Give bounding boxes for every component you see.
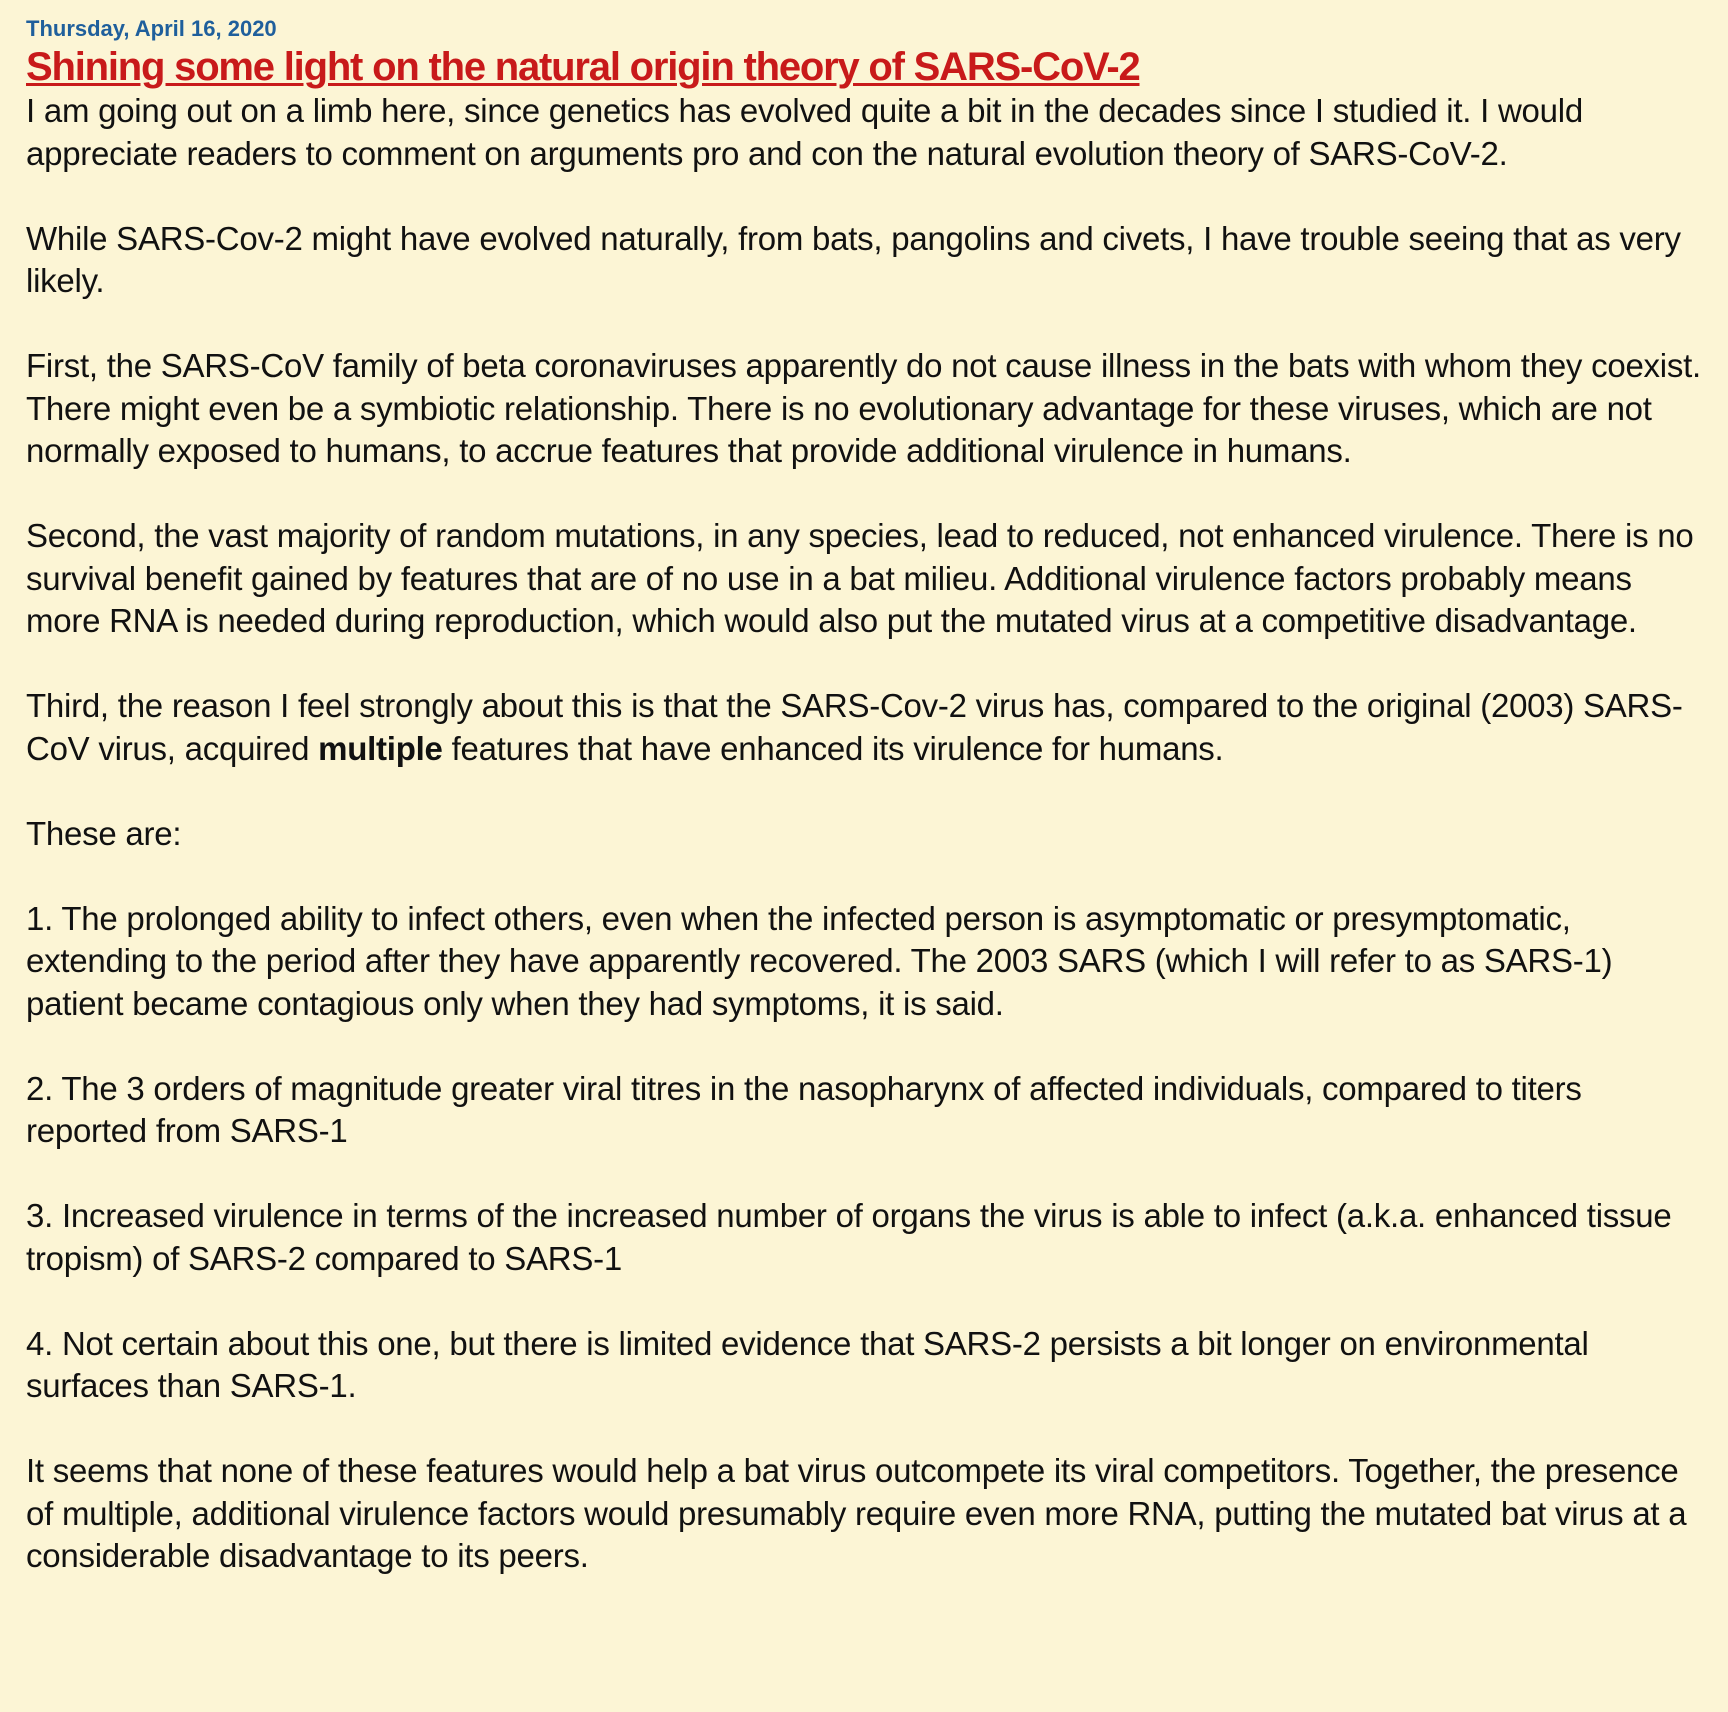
post-body	[26, 90, 1708, 1578]
post-title-link[interactable]: Shining some light on the natural origin theory of SARS-CoV-2	[26, 45, 1140, 89]
paragraph-third-text-end: features that have enhanced its virulence for humans.	[442, 729, 1224, 767]
paragraph-first: First, the SARS-CoV family of beta coronaviruses apparently do not cause illness in the bats with whom they coexist. There might even be a symbiotic relationship. There is no evolutionary advantage for these viruses, which are not normally exposed to humans, to accrue features that provide additional virulence in humans.	[26, 347, 1701, 469]
paragraph-second: Second, the vast majority of random mutations, in any species, lead to reduced, not enhanced virulence. There is no survival benefit gained by features that are of no use in a bat milieu. Additional virulence factors probably means more RNA is needed during reproduction, which would also put the mutated virus at a competitive disadvantage.	[26, 517, 1694, 639]
emphasis-multiple: multiple	[318, 729, 443, 767]
paragraph-third-text-start: Third, the reason I feel strongly about this is that the SARS-Cov-2 virus has, compared to the original (2003) SARS-CoV virus, acquired	[26, 687, 1683, 767]
post-title	[26, 44, 1708, 90]
list-item-1: 1. The prolonged ability to infect others, even when the infected person is asymptomatic or presymptomatic, extending to the period after they have apparently recovered. The 2003 SARS (which I will refer to as SARS-1) patient became contagious only when they had symptoms, it is said.	[26, 899, 1613, 1022]
paragraph-natural-evolution: While SARS-Cov-2 might have evolved naturally, from bats, pangolins and civets, I have trouble seeing that as very likely.	[26, 219, 1681, 299]
list-item-4: 4. Not certain about this one, but there is limited evidence that SARS-2 persists a bit longer on environmental surfaces than SARS-1.	[26, 1324, 1589, 1404]
post-date: Thursday, April 16, 2020	[26, 16, 277, 41]
paragraph-intro: I am going out on a limb here, since genetics has evolved quite a bit in the decades since I studied it. I would appreciate readers to comment on arguments pro and con the natural evolution theory of SARS-CoV-2.	[26, 92, 1583, 172]
list-item-3: 3. Increased virulence in terms of the increased number of organs the virus is able to infect (a.k.a. enhanced tissue tropism) of SARS-2 compared to SARS-1	[26, 1197, 1672, 1277]
paragraph-conclusion: It seems that none of these features would help a bat virus outcompete its viral competitors. Together, the presence of multiple, additional virulence factors would presumably require even more RNA, putting the mutated bat virus at a considerable disadvantage to its peers.	[26, 1452, 1687, 1574]
paragraph-third	[26, 685, 1708, 770]
paragraph-list-intro: These are:	[26, 814, 182, 852]
list-item-2: 2. The 3 orders of magnitude greater viral titres in the nasopharynx of affected individuals, compared to titers reported from SARS-1	[26, 1069, 1582, 1149]
